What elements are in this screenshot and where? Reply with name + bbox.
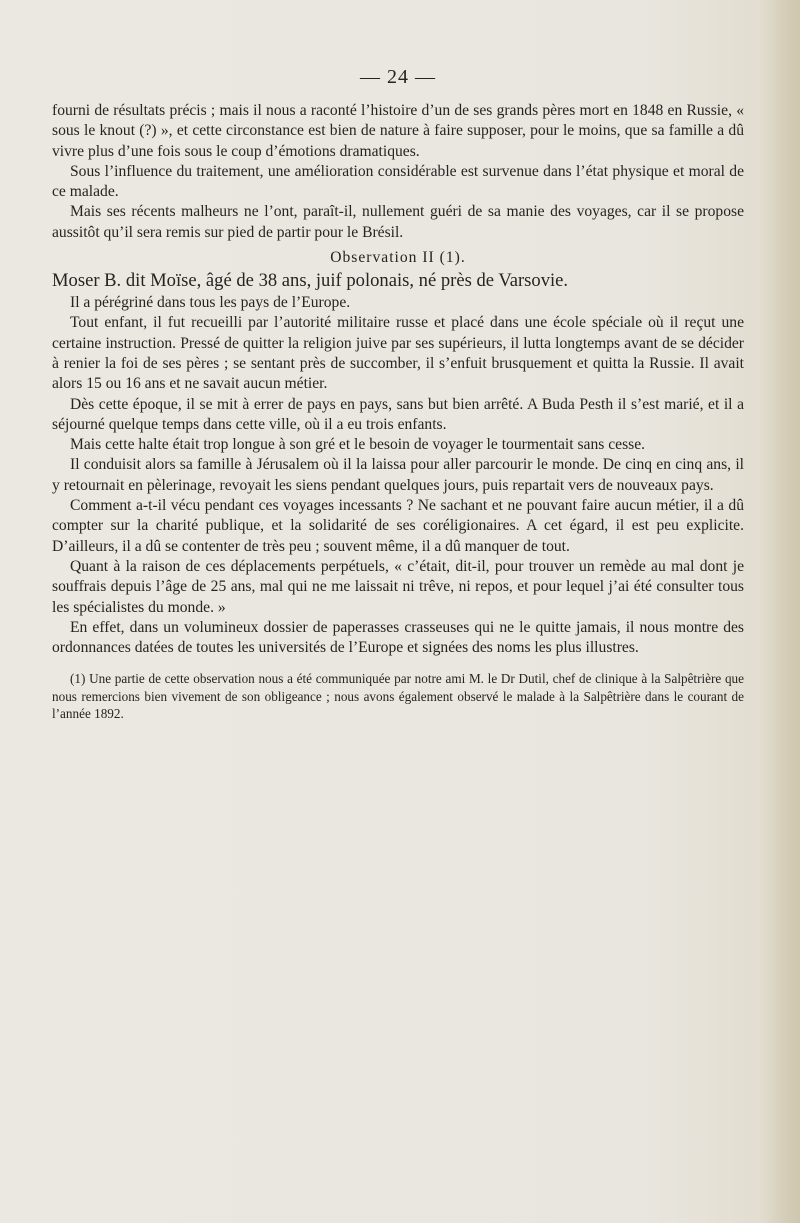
page-number: — 24 — — [360, 66, 436, 88]
paragraph: Mais cette halte était trop longue à son gré et le besoin de voyager le tourmentait sans cesse. — [70, 436, 646, 454]
observation-subject: Moser B. dit Moïse, âgé de 38 ans, juif polonais, né près de Varsovie. — [52, 270, 569, 292]
paragraph: Mais ses récents malheurs ne l’ont, paraît-il, nullement guéri de sa manie des voyages, car il se propose aussitôt qu’il sera remis sur pied de partir pour le Brésil. — [52, 203, 744, 241]
paragraph: Il conduisit alors sa famille à Jérusalem où il la laissa pour aller parcourir le monde. De cinq en cinq ans, il y retournait en pèlerinage, revoyait les siens pendant quelques jours, puis repartait vers de nouveaux pays. — [52, 456, 744, 494]
paragraph: Quant à la raison de ces déplacements perpétuels, « c’était, dit-il, pour trouver un remède au mal dont je souffrais depuis l’âge de 25 ans, mal qui ne me laissait ni trêve, ni repos, et pour lequel j’ai été consulter tous les spécialistes du monde. » — [52, 557, 744, 616]
observation-heading: Observation II (1). — [330, 249, 466, 267]
paragraph: Dès cette époque, il se mit à errer de pays en pays, sans but bien arrêté. A Buda Pesth il s’est marié, et il a séjourné quelque temps dans cette ville, où il a eu trois enfants. — [52, 395, 744, 433]
footnotes — [52, 670, 744, 722]
paragraph: Tout enfant, il fut recueilli par l’autorité militaire russe et placé dans une école spéciale où il reçut une certaine instruction. Pressé de quitter la religion juive par ses supérieurs, il lutta longtemps avant de se décider à renier la foi de ses pères ; se sentant près de succomber, il s’enfuit brusquement et quitta la Russie. Il avait alors 15 ou 16 ans et ne savait aucun métier. — [52, 314, 744, 393]
footnote: (1) Une partie de cette observation nous a été communiquée par notre ami M. le Dr Dutil, chef de clinique à la Salpêtrière que nous remercions bien vivement de son obligeance ; nous avons également observé le malade à la Salpêtrière dans le courant de l’année 1892. — [52, 671, 744, 722]
paragraph: Il a pérégriné dans tous les pays de l’Europe. — [70, 294, 351, 312]
paragraph: En effet, dans un volumineux dossier de paperasses crasseuses qui ne le quitte jamais, il nous montre des ordonnances datées de toutes les universités de l’Europe et signées des noms les plus illustres. — [52, 618, 744, 657]
paragraph: Comment a-t-il vécu pendant ces voyages incessants ? Ne sachant et ne pouvant faire aucun métier, il a dû compter sur la charité publique, et la solidarité de ses coréligionaires. A cet égard, il est peu explicite. D’ailleurs, il a dû se contenter de très peu ; souvent même, il a dû manquer de tout. — [52, 497, 744, 555]
paragraph: fourni de résultats précis ; mais il nous a raconté l’histoire d’un de ses grands pères mort en 1848 en Russie, « sous le knout (?) », et cette circonstance est bien de nature à faire supposer, pour le moins, que sa famille a dû vivre plus d’une fois sous le coup d’émotions dramatiques. — [52, 102, 744, 160]
page-edge-shadow — [758, 0, 800, 1223]
paragraph: Sous l’influence du traitement, une amélioration considérable est survenue dans l’état physique et moral de ce malade. — [52, 162, 744, 201]
page-content — [52, 60, 744, 722]
